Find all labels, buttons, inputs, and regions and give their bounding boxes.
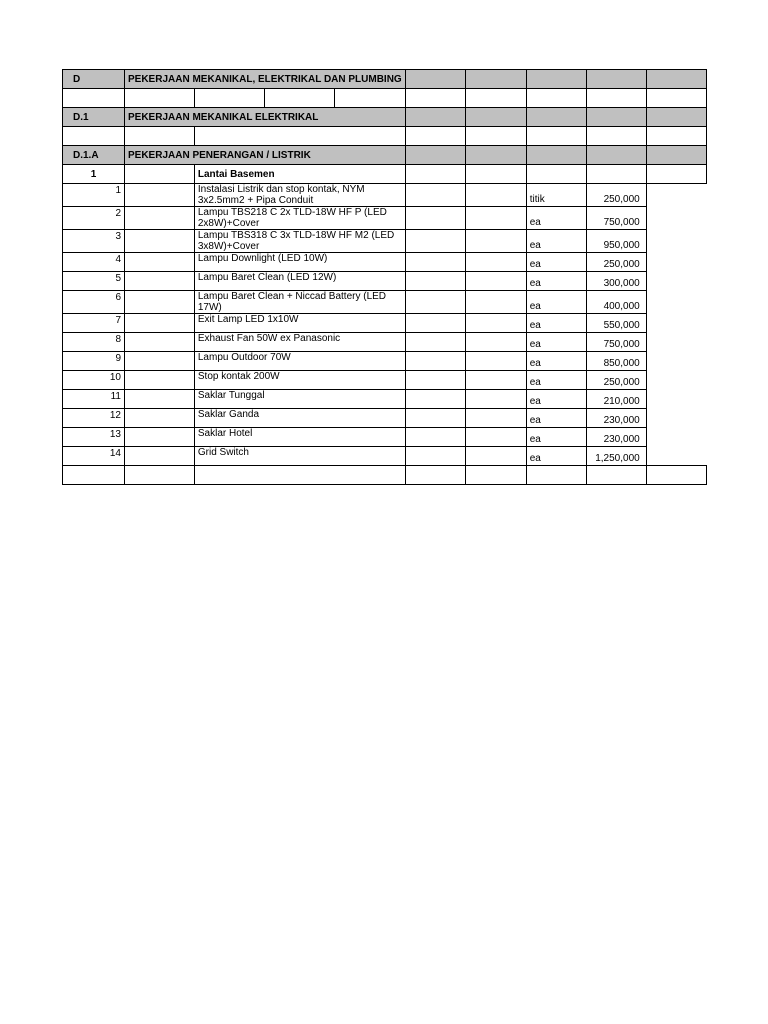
cell	[405, 352, 465, 371]
section-title: PEKERJAAN MEKANIKAL, ELEKTRIKAL DAN PLUMBING	[125, 70, 406, 89]
cell	[405, 70, 465, 89]
item-number: 7	[63, 314, 125, 333]
item-unit-price: 950,000	[586, 230, 646, 253]
cell	[405, 165, 465, 184]
cell	[465, 333, 526, 352]
cell	[125, 253, 195, 272]
item-unit-price: 300,000	[586, 272, 646, 291]
item-unit: ea	[526, 230, 586, 253]
cell	[526, 146, 586, 165]
table-row	[63, 314, 707, 333]
item-unit: ea	[526, 253, 586, 272]
item-unit: ea	[526, 333, 586, 352]
cell	[465, 352, 526, 371]
cell	[465, 291, 526, 314]
item-unit: ea	[526, 447, 586, 466]
section-code: D	[63, 70, 125, 89]
cell	[405, 447, 465, 466]
item-description: Grid Switch	[194, 447, 405, 466]
cell	[465, 207, 526, 230]
cell	[405, 207, 465, 230]
cell	[405, 253, 465, 272]
table-row	[63, 333, 707, 352]
item-description: Stop kontak 200W	[194, 371, 405, 390]
cell	[405, 291, 465, 314]
item-unit-price: 1,250,000	[586, 447, 646, 466]
cell	[465, 447, 526, 466]
cell	[125, 291, 195, 314]
item-unit: ea	[526, 390, 586, 409]
item-number: 11	[63, 390, 125, 409]
item-unit-price: 750,000	[586, 207, 646, 230]
item-description: Lampu TBS318 C 3x TLD-18W HF M2 (LED 3x8W)+Cover	[194, 230, 405, 253]
item-unit: ea	[526, 207, 586, 230]
cell	[465, 253, 526, 272]
cell	[125, 230, 195, 253]
cell	[526, 466, 586, 485]
cell	[586, 108, 646, 127]
cell	[526, 70, 586, 89]
cell	[465, 89, 526, 108]
cell	[125, 207, 195, 230]
cell	[405, 230, 465, 253]
cell	[465, 146, 526, 165]
cell	[646, 70, 706, 89]
item-unit-price: 400,000	[586, 291, 646, 314]
item-unit-price: 210,000	[586, 390, 646, 409]
cell	[125, 184, 195, 207]
item-unit-price: 250,000	[586, 184, 646, 207]
group-title: Lantai Basemen	[194, 165, 405, 184]
cell	[586, 146, 646, 165]
cell	[526, 108, 586, 127]
cell	[125, 89, 195, 108]
cell	[465, 390, 526, 409]
cell	[125, 314, 195, 333]
table-row	[63, 390, 707, 409]
cell	[465, 409, 526, 428]
cell	[465, 314, 526, 333]
cell	[646, 146, 706, 165]
section-code: D.1.A	[63, 146, 125, 165]
cell	[125, 409, 195, 428]
cell	[405, 108, 465, 127]
table-row	[63, 352, 707, 371]
item-description: Lampu Baret Clean + Niccad Battery (LED 17W)	[194, 291, 405, 314]
group-number: 1	[63, 165, 125, 184]
item-unit-price: 850,000	[586, 352, 646, 371]
cell	[125, 390, 195, 409]
cell	[405, 390, 465, 409]
cell	[465, 371, 526, 390]
section-title: PEKERJAAN PENERANGAN / LISTRIK	[125, 146, 406, 165]
cell	[465, 184, 526, 207]
item-unit: ea	[526, 314, 586, 333]
item-description: Exit Lamp LED 1x10W	[194, 314, 405, 333]
item-unit-price: 250,000	[586, 371, 646, 390]
cell	[465, 466, 526, 485]
item-number: 14	[63, 447, 125, 466]
cell	[405, 371, 465, 390]
item-description: Saklar Hotel	[194, 428, 405, 447]
cell	[125, 428, 195, 447]
item-number: 9	[63, 352, 125, 371]
cell	[586, 89, 646, 108]
section-row	[63, 108, 707, 127]
item-description: Lampu Downlight (LED 10W)	[194, 253, 405, 272]
section-title: PEKERJAAN MEKANIKAL ELEKTRIKAL	[125, 108, 406, 127]
cell	[405, 428, 465, 447]
cell	[194, 127, 405, 146]
cell	[465, 428, 526, 447]
cell	[465, 230, 526, 253]
cell	[125, 165, 195, 184]
item-number: 12	[63, 409, 125, 428]
cell	[125, 466, 195, 485]
item-number: 2	[63, 207, 125, 230]
section-row	[63, 70, 707, 89]
cell	[405, 127, 465, 146]
cell	[405, 466, 465, 485]
cell	[586, 70, 646, 89]
item-unit: ea	[526, 428, 586, 447]
cell	[646, 108, 706, 127]
item-description: Exhaust Fan 50W ex Panasonic	[194, 333, 405, 352]
item-number: 3	[63, 230, 125, 253]
cell	[405, 89, 465, 108]
cell	[405, 314, 465, 333]
item-unit: ea	[526, 291, 586, 314]
table-row	[63, 253, 707, 272]
item-unit-price: 550,000	[586, 314, 646, 333]
cell	[586, 127, 646, 146]
item-unit-price: 230,000	[586, 428, 646, 447]
cell	[194, 89, 405, 108]
cell	[646, 127, 706, 146]
table-row	[63, 371, 707, 390]
section-row	[63, 146, 707, 165]
item-unit: ea	[526, 352, 586, 371]
section-code: D.1	[63, 108, 125, 127]
item-unit: ea	[526, 272, 586, 291]
table-row	[63, 428, 707, 447]
table-row	[63, 207, 707, 230]
cell	[63, 127, 125, 146]
spacer-row	[63, 466, 707, 485]
group-row	[63, 165, 707, 184]
table-row	[63, 291, 707, 314]
item-unit: titik	[526, 184, 586, 207]
cell	[646, 466, 706, 485]
cell	[125, 352, 195, 371]
cell	[465, 272, 526, 291]
table-row	[63, 409, 707, 428]
item-unit-price: 750,000	[586, 333, 646, 352]
item-number: 10	[63, 371, 125, 390]
cell	[405, 184, 465, 207]
table-row	[63, 272, 707, 291]
cell	[125, 447, 195, 466]
spacer-row	[63, 127, 707, 146]
item-number: 4	[63, 253, 125, 272]
item-description: Instalasi Listrik dan stop kontak, NYM 3x2.5mm2 + Pipa Conduit	[194, 184, 405, 207]
cell	[405, 272, 465, 291]
cell	[63, 89, 125, 108]
cell	[465, 108, 526, 127]
item-description: Lampu TBS218 C 2x TLD-18W HF P (LED 2x8W)+Cover	[194, 207, 405, 230]
item-description: Saklar Tunggal	[194, 390, 405, 409]
item-description: Lampu Baret Clean (LED 12W)	[194, 272, 405, 291]
item-number: 8	[63, 333, 125, 352]
cell	[465, 127, 526, 146]
cell	[526, 89, 586, 108]
item-unit-price: 250,000	[586, 253, 646, 272]
table-row	[63, 230, 707, 253]
table-row	[63, 184, 707, 207]
item-unit-price: 230,000	[586, 409, 646, 428]
table-row	[63, 447, 707, 466]
cell	[526, 165, 586, 184]
item-number: 1	[63, 184, 125, 207]
cell	[63, 466, 125, 485]
item-number: 5	[63, 272, 125, 291]
item-number: 6	[63, 291, 125, 314]
cell	[125, 333, 195, 352]
cell	[405, 333, 465, 352]
cell	[125, 127, 195, 146]
cell	[125, 371, 195, 390]
item-unit: ea	[526, 371, 586, 390]
cell	[194, 466, 405, 485]
item-number: 13	[63, 428, 125, 447]
spacer-row	[63, 89, 707, 108]
cell	[526, 127, 586, 146]
item-description: Saklar Ganda	[194, 409, 405, 428]
cell	[125, 272, 195, 291]
cell	[465, 70, 526, 89]
cell	[465, 165, 526, 184]
cell	[646, 89, 706, 108]
boq-table	[62, 69, 707, 485]
cell	[405, 146, 465, 165]
item-description: Lampu Outdoor 70W	[194, 352, 405, 371]
cell	[646, 165, 706, 184]
cell	[586, 165, 646, 184]
item-unit: ea	[526, 409, 586, 428]
cell	[586, 466, 646, 485]
cell	[405, 409, 465, 428]
